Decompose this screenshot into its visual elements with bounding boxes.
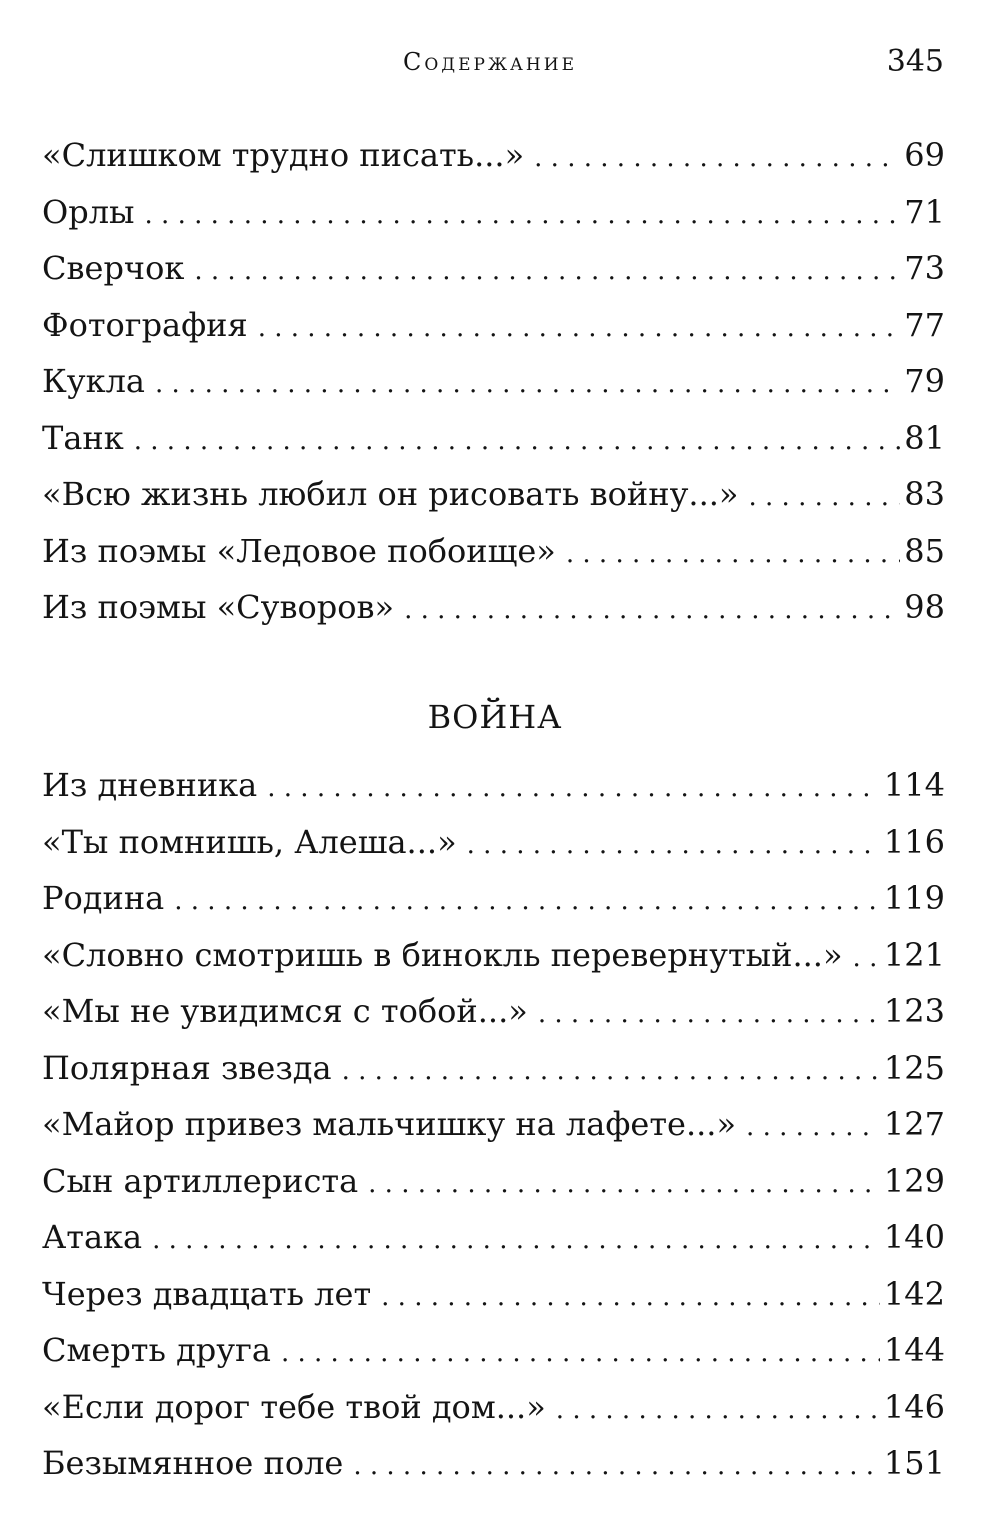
toc-entry-title: Смерть друга — [42, 1331, 271, 1369]
toc-entry-page: 129 — [883, 1161, 945, 1200]
toc-entry — [42, 1388, 945, 1445]
dot-leader — [152, 1225, 880, 1255]
toc-list-part2 — [42, 766, 945, 1501]
dot-leader — [155, 369, 900, 399]
toc-entry — [42, 1105, 945, 1162]
toc-entry — [42, 1162, 945, 1219]
toc-entry — [42, 419, 945, 476]
toc-entry-page: 73 — [904, 249, 945, 287]
toc-entry-title: Безымянное поле — [42, 1444, 344, 1482]
dot-leader — [342, 1056, 880, 1086]
toc-entry-title: Атака — [42, 1218, 143, 1256]
page-number: 345 — [886, 44, 944, 79]
toc-entry-title: «Если дорог тебе твой дом...» — [42, 1387, 546, 1426]
toc-entry-title: Фотография — [42, 305, 248, 344]
toc-entry — [42, 1049, 945, 1106]
toc-entry — [42, 766, 945, 823]
toc-entry-title: Сын артиллериста — [42, 1161, 359, 1200]
toc-entry — [42, 1275, 945, 1332]
toc-entry-page: 127 — [883, 1105, 945, 1143]
dot-leader — [404, 595, 900, 625]
dot-leader — [134, 426, 901, 456]
toc-entry — [42, 1218, 945, 1275]
dot-leader — [368, 1169, 880, 1199]
toc-entry-page: 114 — [883, 766, 945, 804]
dot-leader — [467, 830, 880, 860]
dot-leader — [145, 200, 901, 230]
toc-entry-title: Родина — [42, 879, 165, 917]
toc-entry-title: Из поэмы «Ледовое побоище» — [42, 531, 556, 570]
dot-leader — [258, 313, 901, 343]
toc-entry-title: Через двадцать лет — [42, 1274, 372, 1313]
dot-leader — [748, 482, 900, 512]
toc-entry — [42, 879, 945, 936]
toc-entry — [42, 193, 945, 250]
dot-leader — [194, 256, 900, 286]
toc-entry — [42, 362, 945, 419]
running-header — [0, 38, 1000, 88]
toc-entry-page: 69 — [904, 136, 945, 174]
dot-leader — [353, 1451, 880, 1481]
dot-leader — [174, 886, 880, 916]
toc-entry — [42, 1331, 945, 1388]
toc-entry — [42, 936, 945, 993]
toc-entry-page: 123 — [883, 992, 945, 1030]
toc-entry-page: 77 — [904, 305, 945, 344]
toc-entry — [42, 475, 945, 532]
toc-entry — [42, 588, 945, 645]
toc-entry-page: 85 — [904, 531, 945, 570]
toc-entry-title: «Слишком трудно писать...» — [42, 136, 525, 174]
toc-entry-title: Сверчок — [42, 249, 185, 287]
toc-entry-page: 81 — [904, 418, 945, 457]
section-heading: ВОЙНА — [427, 698, 563, 736]
toc-entry-title: Кукла — [42, 362, 145, 400]
dot-leader — [381, 1282, 880, 1312]
toc-entry-page: 142 — [883, 1274, 945, 1313]
dot-leader — [566, 539, 900, 569]
toc-entry-title: «Ты помнишь, Алеша...» — [42, 822, 457, 861]
toc-entry-title: Из поэмы «Суворов» — [42, 588, 395, 626]
toc-entry-title: Танк — [42, 418, 124, 457]
toc-entry — [42, 249, 945, 306]
toc-entry-page: 116 — [883, 822, 945, 861]
toc-entry-page: 144 — [883, 1331, 945, 1369]
toc-entry-title: «Майор привез мальчишку на лафете...» — [42, 1105, 737, 1143]
toc-entry-page: 119 — [883, 879, 945, 917]
toc-entry-page: 146 — [883, 1387, 945, 1426]
toc-entry — [42, 306, 945, 363]
toc-entry-title: Полярная звезда — [42, 1048, 332, 1087]
dot-leader — [556, 1395, 880, 1425]
dot-leader — [267, 773, 880, 803]
toc-entry — [42, 1444, 945, 1501]
toc-entry — [42, 992, 945, 1049]
toc-entry — [42, 532, 945, 589]
toc-entry-page: 79 — [904, 362, 945, 400]
toc-entry — [42, 823, 945, 880]
dot-leader — [853, 943, 880, 973]
toc-entry-title: «Мы не увидимся с тобой...» — [42, 992, 528, 1030]
dot-leader — [534, 143, 900, 173]
toc-entry-page: 71 — [904, 192, 945, 231]
toc-entry-title: «Всю жизнь любил он рисовать войну...» — [42, 475, 739, 513]
toc-entry-title: «Словно смотришь в бинокль перевернутый...» — [42, 935, 843, 974]
toc-entry-title: Орлы — [42, 192, 135, 231]
toc-entry-page: 121 — [883, 935, 945, 974]
toc-entry-page: 98 — [904, 588, 945, 626]
toc-entry-page: 83 — [904, 475, 945, 513]
toc-entry-page: 140 — [883, 1218, 945, 1256]
toc-entry-title: Из дневника — [42, 766, 258, 804]
running-title: Содержание — [402, 48, 577, 76]
toc-entry — [42, 136, 945, 193]
toc-entry-page: 125 — [883, 1048, 945, 1087]
toc-entry-page: 151 — [883, 1444, 945, 1482]
dot-leader — [281, 1338, 880, 1368]
dot-leader — [746, 1112, 880, 1142]
dot-leader — [538, 999, 880, 1029]
toc-list-part1 — [42, 136, 945, 645]
